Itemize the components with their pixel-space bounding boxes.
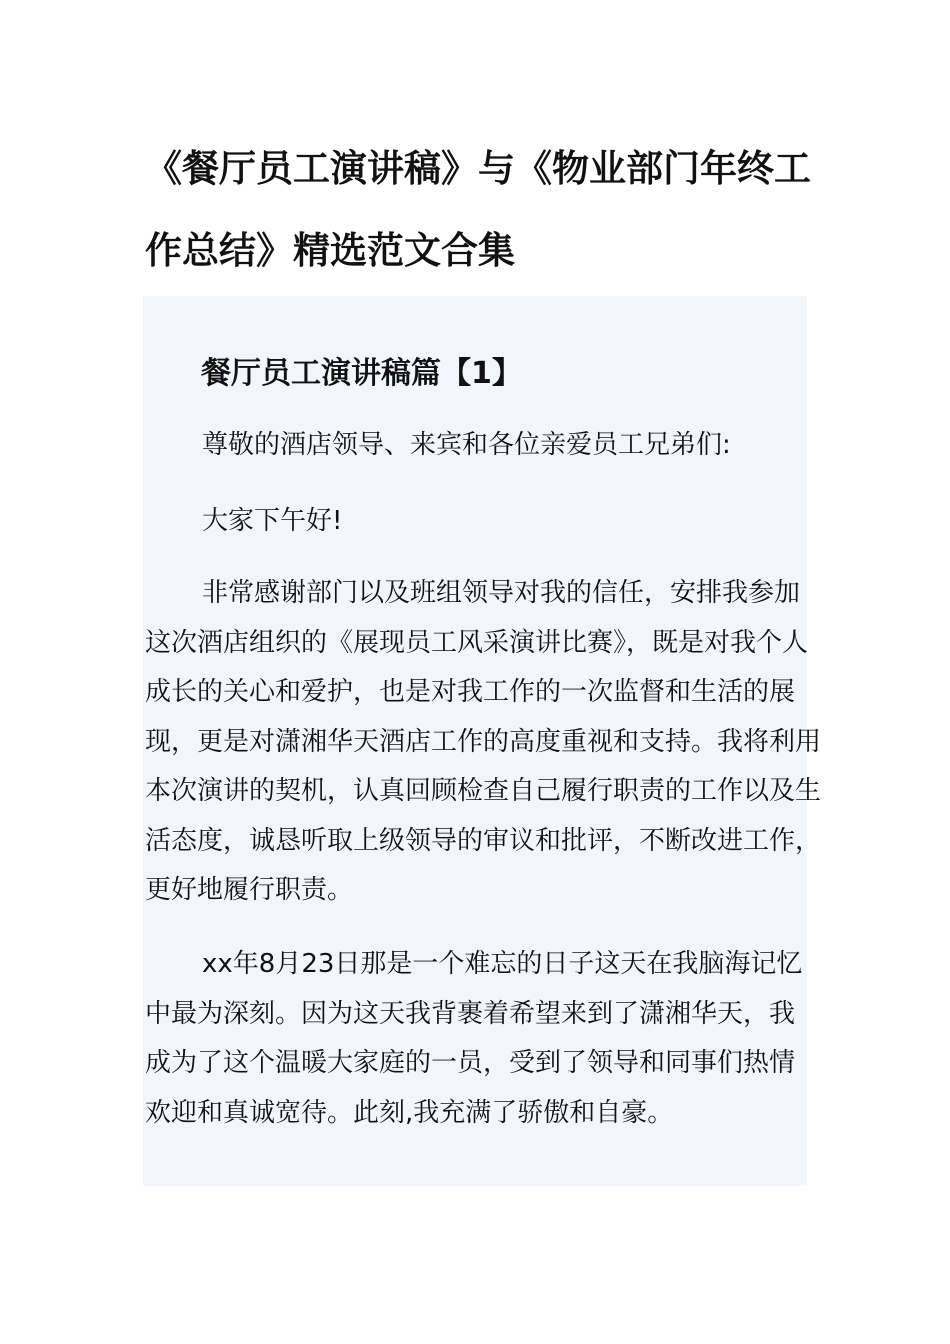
paragraph-greeting: 尊敬的酒店领导、来宾和各位亲爱员工兄弟们: xyxy=(202,430,731,460)
section-heading: 餐厅员工演讲稿篇【1】 xyxy=(201,356,522,391)
document-title: 《餐厅员工演讲稿》与《物业部门年终工作总结》精选范文合集 xyxy=(145,147,811,272)
paragraph-body: xx年8月23日那是一个难忘的日子这天在我脑海记忆中最为深刻。因为这天我背裹着希望来到了潇湘华天，我成为了这个温暖大家庭的一员，受到了领导和同事们热情欢迎和真诚宽待。此刻,我充满了骄傲和自豪。 xyxy=(145,949,803,1128)
paragraph-hello: 大家下午好! xyxy=(202,506,343,536)
paragraph-body: 非常感谢部门以及班组领导对我的信任，安排我参加这次酒店组织的《展现员工风采演讲比赛》，既是对我个人成长的关心和爱护，也是对我工作的一次监督和生活的展现，更是对潇湘华天酒店工作的高度重视和支持。我将利用本次演讲的契机，认真回顾检查自己履行职责的工作以及生活态度，诚恳听取上级领导的审议和批评，不断改进工作，更好地履行职责。 xyxy=(145,578,822,905)
